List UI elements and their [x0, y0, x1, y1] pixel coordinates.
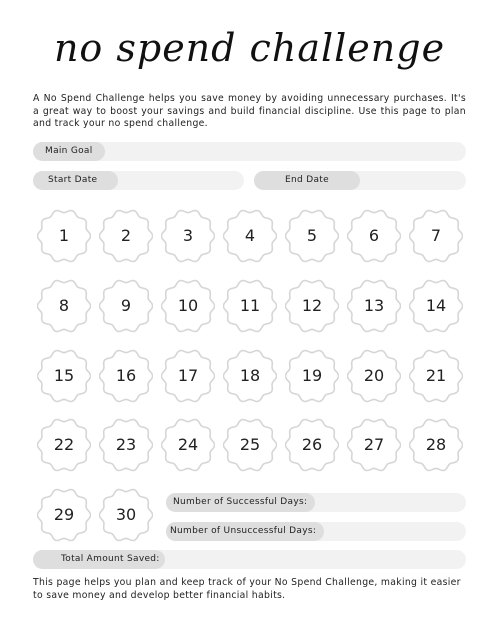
day-number: 12 — [301, 296, 323, 315]
day-27-badge[interactable] — [347, 418, 401, 472]
day-number: 15 — [53, 366, 75, 385]
day-7-badge[interactable] — [409, 209, 463, 263]
unsuccessful-days-field[interactable] — [166, 522, 466, 541]
unsuccessful-days-label: Number of Unsuccessful Days: — [166, 522, 324, 541]
day-number: 8 — [58, 296, 70, 315]
day-14-badge[interactable] — [409, 279, 463, 333]
day-16-badge[interactable] — [99, 349, 153, 403]
day-5-badge[interactable] — [285, 209, 339, 263]
day-number: 10 — [177, 296, 199, 315]
day-6-badge[interactable] — [347, 209, 401, 263]
day-12-badge[interactable] — [285, 279, 339, 333]
end-date-field[interactable] — [254, 171, 466, 190]
day-11-badge[interactable] — [223, 279, 277, 333]
page-title: no spend challenge — [53, 26, 446, 70]
day-3-badge[interactable] — [161, 209, 215, 263]
day-number: 4 — [244, 226, 256, 245]
intro-text: A No Spend Challenge helps you save money by avoiding unnecessary purchases. It's a great way to boost your savings and build financial discipline. Use this page to plan and track your no spend challenge. — [33, 93, 466, 129]
end-date-label: End Date — [254, 171, 360, 190]
day-number: 23 — [115, 435, 137, 454]
day-number: 2 — [120, 226, 132, 245]
day-26-badge[interactable] — [285, 418, 339, 472]
day-number: 5 — [306, 226, 318, 245]
day-4-badge[interactable] — [223, 209, 277, 263]
day-18-badge[interactable] — [223, 349, 277, 403]
day-number: 1 — [58, 226, 70, 245]
day-29-badge[interactable] — [37, 488, 91, 542]
day-number: 25 — [239, 435, 261, 454]
day-10-badge[interactable] — [161, 279, 215, 333]
day-1-badge[interactable] — [37, 209, 91, 263]
day-2-badge[interactable] — [99, 209, 153, 263]
day-13-badge[interactable] — [347, 279, 401, 333]
day-number: 7 — [430, 226, 442, 245]
day-22-badge[interactable] — [37, 418, 91, 472]
total-saved-label: Total Amount Saved: — [33, 550, 165, 569]
day-number: 24 — [177, 435, 199, 454]
day-number: 18 — [239, 366, 261, 385]
day-25-badge[interactable] — [223, 418, 277, 472]
day-8-badge[interactable] — [37, 279, 91, 333]
day-number: 9 — [120, 296, 132, 315]
day-number: 21 — [425, 366, 447, 385]
start-date-label: Start Date — [33, 171, 118, 190]
day-number: 22 — [53, 435, 75, 454]
day-number: 13 — [363, 296, 385, 315]
day-number: 17 — [177, 366, 199, 385]
day-24-badge[interactable] — [161, 418, 215, 472]
day-23-badge[interactable] — [99, 418, 153, 472]
main-goal-label: Main Goal — [33, 142, 105, 161]
day-30-badge[interactable] — [99, 488, 153, 542]
day-number: 30 — [115, 505, 137, 524]
day-number: 3 — [182, 226, 194, 245]
day-9-badge[interactable] — [99, 279, 153, 333]
day-number: 16 — [115, 366, 137, 385]
day-number: 29 — [53, 505, 75, 524]
footer-text: This page helps you plan and keep track of your No Spend Challenge, making it easier to save money and develop better financial habits. — [33, 577, 461, 601]
day-number: 20 — [363, 366, 385, 385]
day-number: 28 — [425, 435, 447, 454]
day-28-badge[interactable] — [409, 418, 463, 472]
day-17-badge[interactable] — [161, 349, 215, 403]
day-number: 27 — [363, 435, 385, 454]
day-19-badge[interactable] — [285, 349, 339, 403]
start-date-field[interactable] — [33, 171, 244, 190]
main-goal-field[interactable] — [33, 142, 466, 161]
day-number: 26 — [301, 435, 323, 454]
day-20-badge[interactable] — [347, 349, 401, 403]
day-21-badge[interactable] — [409, 349, 463, 403]
successful-days-field[interactable] — [166, 493, 466, 512]
day-number: 19 — [301, 366, 323, 385]
day-number: 11 — [239, 296, 261, 315]
day-number: 6 — [368, 226, 380, 245]
day-number: 14 — [425, 296, 447, 315]
total-saved-field[interactable] — [33, 550, 466, 569]
successful-days-label: Number of Successful Days: — [166, 493, 315, 512]
day-15-badge[interactable] — [37, 349, 91, 403]
